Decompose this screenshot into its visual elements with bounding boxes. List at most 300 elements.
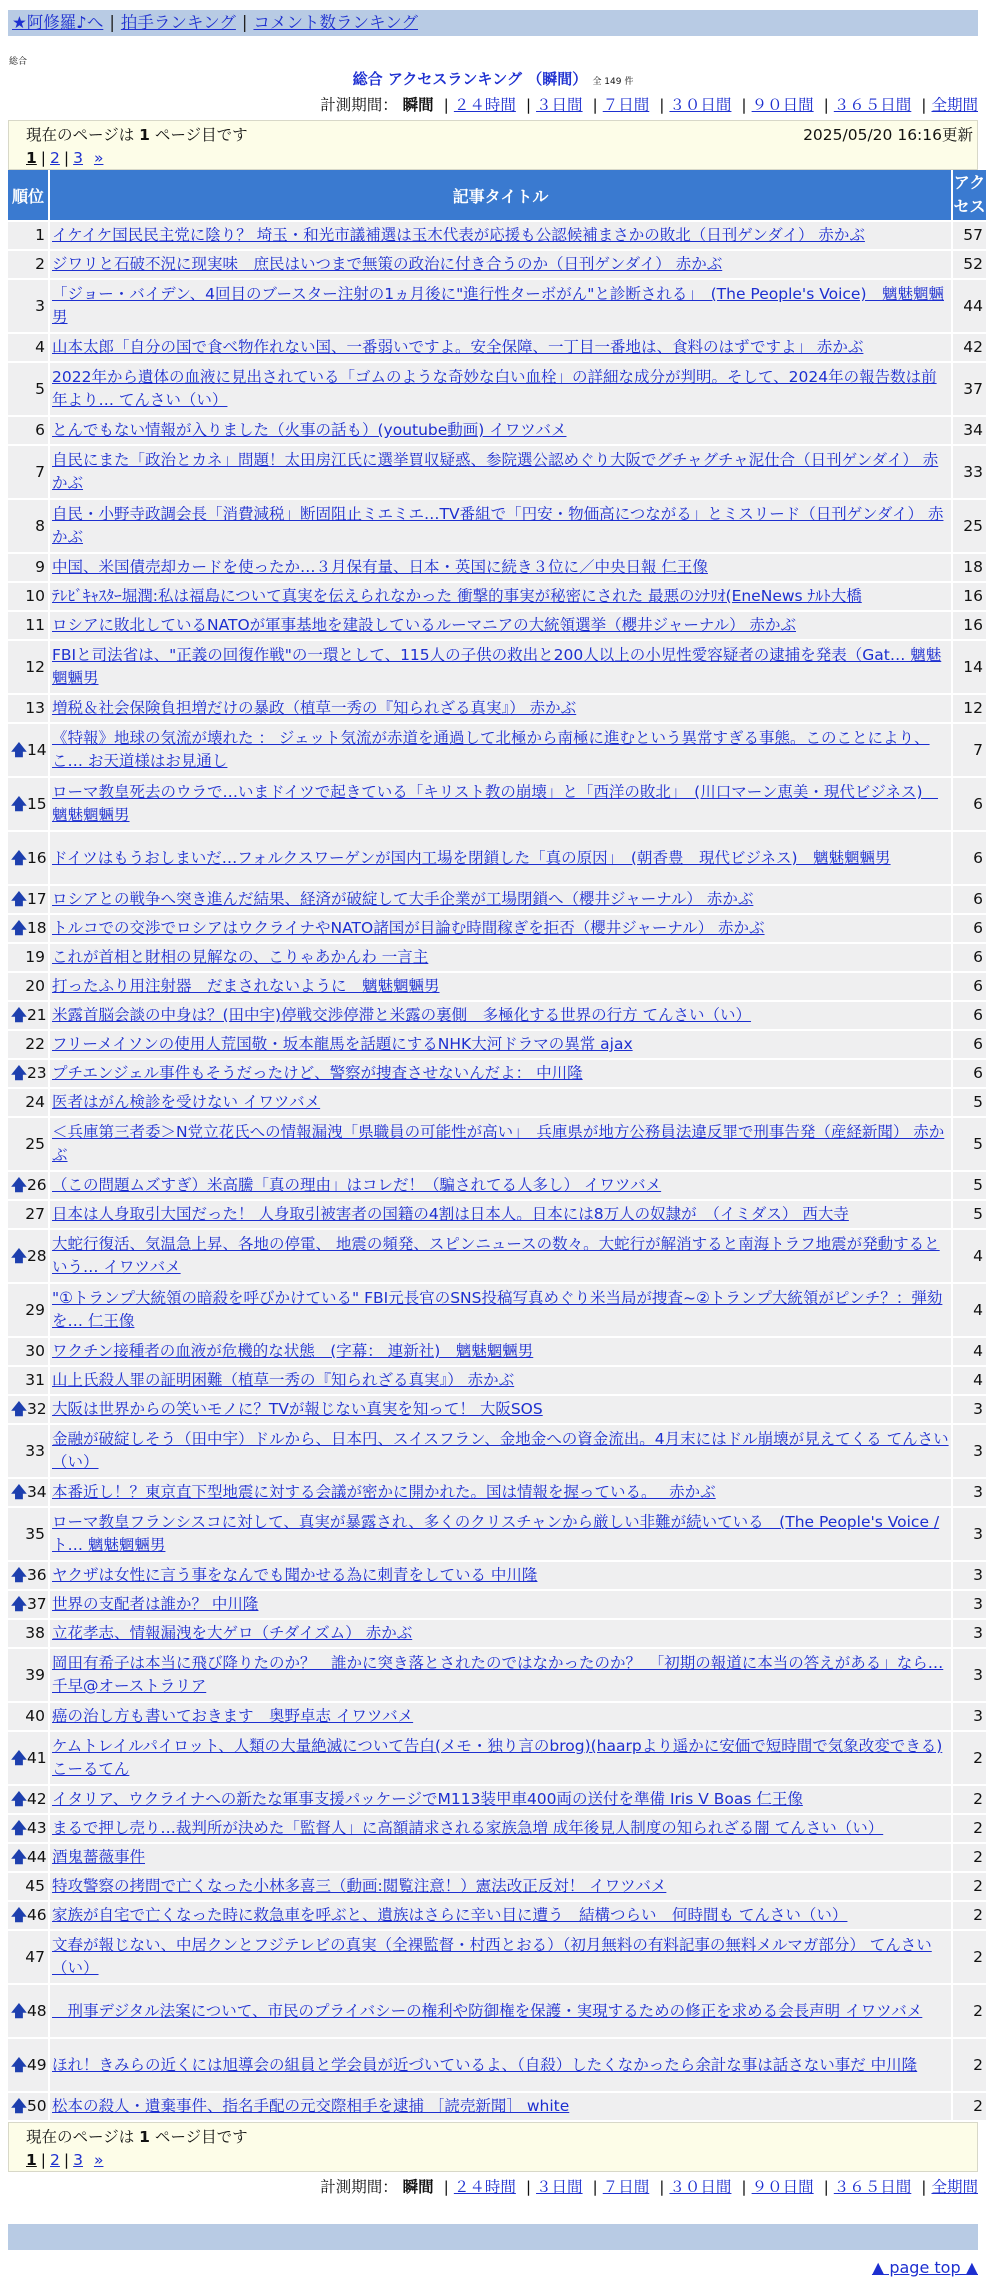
- table-row: [8, 1902, 986, 1929]
- period-selector-top: 計測期間： 瞬間 | ２４時間 | ３日間 | ７日間 | ３０日間 | ９０日間 | ３６５日間 | 全期間: [320, 96, 978, 114]
- table-row: [8, 1562, 986, 1589]
- rank-number: 45: [25, 1877, 45, 1895]
- ranking-title-text: 総合 アクセスランキング （瞬間）: [352, 70, 588, 88]
- table-row: [8, 446, 986, 498]
- access-count: 2: [953, 1732, 986, 1784]
- title-cell: [50, 641, 951, 693]
- rank-cell: [8, 973, 48, 1000]
- access-count: 2: [953, 1815, 986, 1842]
- rank-number: 38: [25, 1624, 45, 1642]
- access-count: 6: [953, 778, 986, 830]
- rank-number: 50: [26, 2097, 47, 2115]
- rank-number: 21: [26, 1006, 47, 1024]
- rank-number: 41: [26, 1748, 47, 1767]
- article-link[interactable]: 文春が報じない、中居クンとフジテレビの真実（全裸監督・村西とおる）（初月無料の有料記事の無料メルマガ部分） てんさい（い）: [52, 1936, 932, 1977]
- rank-cell: [8, 724, 48, 776]
- period-90d[interactable]: ９０日間: [751, 96, 814, 114]
- rank-cell: [8, 446, 48, 498]
- period-7d[interactable]: ７日間: [602, 96, 650, 114]
- access-count: 25: [953, 500, 986, 552]
- access-count: 6: [953, 1060, 986, 1087]
- rank-cell: [8, 641, 48, 693]
- rank-cell: [8, 1060, 48, 1087]
- table-row: [8, 1425, 986, 1477]
- title-cell: [50, 583, 951, 610]
- title-cell: [50, 2039, 951, 2091]
- updated-timestamp: 2025/05/20 16:16更新: [803, 126, 973, 144]
- ranking-count: 全 149 件: [592, 77, 634, 87]
- access-count: 16: [953, 612, 986, 639]
- nav-link-applause-ranking[interactable]: 拍手ランキング: [120, 13, 236, 32]
- table-row: [8, 1508, 986, 1560]
- title-cell: [50, 417, 951, 444]
- table-row: [8, 1230, 986, 1282]
- access-count: 5: [953, 1089, 986, 1116]
- rank-cell: [8, 1002, 48, 1029]
- access-count: 4: [953, 1230, 986, 1282]
- rank-cell: [8, 1230, 48, 1282]
- category-label: 総合: [9, 57, 28, 67]
- article-link[interactable]: 米露首脳会談の中身は？(田中宇)停戦交渉停滞と米露の裏側 多極化する世界の行方 てんさい（い）: [52, 1006, 752, 1024]
- rank-number: 20: [25, 977, 45, 995]
- article-link[interactable]: 本番近し！？東京直下型地震に対する会議が密かに開かれた。国は情報を握っている。 赤かぶ: [52, 1483, 716, 1501]
- rank-up-arrow-icon: 🡅: [11, 794, 27, 813]
- title-cell: [50, 334, 951, 361]
- rank-up-arrow-icon: 🡅: [11, 1906, 27, 1924]
- period-current-bottom: 瞬間: [402, 2178, 434, 2196]
- title-cell: [50, 1002, 951, 1029]
- ranking-title: [0, 68, 986, 88]
- title-cell: [50, 1508, 951, 1560]
- rank-cell: [8, 1284, 48, 1336]
- access-count: 2: [953, 1931, 986, 1983]
- period-all[interactable]: 全期間: [931, 96, 978, 114]
- access-count: 3: [953, 1562, 986, 1589]
- rank-cell: [8, 1508, 48, 1560]
- table-row: [8, 554, 986, 581]
- article-link[interactable]: ケムトレイルパイロット、人類の大量絶滅について告白(メモ・独り言のbrog)(haarpより遥かに安価で短時間で気象改変できる) こーるてん: [52, 1737, 943, 1778]
- header-rank: 順位: [8, 170, 48, 220]
- access-count: 2: [953, 1873, 986, 1900]
- rank-number: 9: [35, 558, 45, 576]
- article-link[interactable]: まるで押し売り…裁判所が決めた「監督人」に高額請求される家族急増 成年後見人制度の知られざる闇 てんさい（い）: [52, 1819, 884, 1837]
- title-cell: [50, 915, 951, 942]
- title-cell: [50, 446, 951, 498]
- access-count: 34: [953, 417, 986, 444]
- title-cell: [50, 1649, 951, 1701]
- rank-number: 48: [26, 2001, 47, 2020]
- page-info-prefix-bottom: 現在のページは: [26, 2128, 135, 2146]
- title-cell: [50, 1172, 951, 1199]
- rank-cell: [8, 583, 48, 610]
- rank-cell: [8, 417, 48, 444]
- period-all-bottom[interactable]: 全期間: [931, 2178, 978, 2196]
- article-link[interactable]: ドイツはもうおしまいだ…フォルクスワーゲンが国内工場を閉鎖した「真の原因」 (朝香豊 現代ビジネス) 魑魅魍魎男: [52, 848, 891, 867]
- rank-cell: [8, 1703, 48, 1730]
- title-cell: [50, 724, 951, 776]
- title-cell: [50, 1425, 951, 1477]
- table-row: [8, 1118, 986, 1170]
- article-link[interactable]: フリーメイソンの使用人荒国敬・坂本龍馬を話題にするNHK大河ドラマの異常 ajax: [52, 1035, 633, 1053]
- title-cell: [50, 500, 951, 552]
- rank-number: 27: [25, 1205, 45, 1223]
- nav-link-asyura[interactable]: ★阿修羅♪へ: [12, 13, 104, 32]
- article-link[interactable]: 山本太郎「自分の国で食べ物作れない国、一番弱いですよ。安全保障、一丁目一番地は、食料のはずですよ」 赤かぶ: [52, 338, 864, 356]
- page-2-link-bottom[interactable]: 2: [50, 2151, 60, 2169]
- access-count: 5: [953, 1201, 986, 1228]
- page-1-current-bottom: 1: [26, 2151, 37, 2169]
- rank-cell: [8, 1118, 48, 1170]
- table-row: [8, 1620, 986, 1647]
- access-count: 4: [953, 1284, 986, 1336]
- table-row: [8, 915, 986, 942]
- table-row: [8, 1815, 986, 1842]
- rank-number: 22: [25, 1035, 45, 1053]
- rank-number: 10: [25, 587, 45, 605]
- article-link[interactable]: 家族が自宅で亡くなった時に救急車を呼ぶと、遺族はさらに辛い目に遭う 結構つらい 何時間も てんさい（い）: [52, 1906, 848, 1924]
- page-info-suffix-bottom: ページ目です: [154, 2128, 248, 2146]
- title-cell: [50, 1060, 951, 1087]
- access-count: 7: [953, 724, 986, 776]
- rank-up-arrow-icon: 🡅: [11, 848, 27, 867]
- rank-number: 14: [26, 740, 47, 759]
- article-link[interactable]: 増税＆社会保険負担増だけの暴政（植草一秀の『知られざる真実』） 赤かぶ: [52, 699, 577, 717]
- article-link[interactable]: イタリア、ウクライナへの新たな軍事支援パッケージでM113装甲車400両の送付を準備 Iris V Boas 仁王像: [52, 1790, 803, 1808]
- title-cell: [50, 2093, 951, 2120]
- article-link[interactable]: イケイケ国民民主党に陰り？ 埼玉・和光市議補選は玉木代表が応援も公認候補まさかの敗北（日刊ゲンダイ） 赤かぶ: [52, 226, 865, 244]
- table-row: [8, 1089, 986, 1116]
- rank-cell: [8, 334, 48, 361]
- rank-number: 39: [25, 1665, 45, 1684]
- rank-number: 31: [25, 1371, 45, 1389]
- article-link[interactable]: 2022年から遺体の血液に見出されている「ゴムのような奇妙な白い血栓」の詳細な成分が判明。そして、2024年の報告数は前年より… てんさい（い）: [52, 368, 937, 409]
- access-count: 2: [953, 2039, 986, 2091]
- rank-cell: [8, 1732, 48, 1784]
- table-row: [8, 1649, 986, 1701]
- table-row: [8, 1732, 986, 1784]
- rank-cell: [8, 695, 48, 722]
- table-row: [8, 222, 986, 249]
- article-link[interactable]: 日本は人身取引大国だった！ 人身取引被害者の国籍の4割は日本人。日本には8万人の奴隷が （イミダス） 西大寺: [52, 1205, 849, 1223]
- article-link[interactable]: 立花孝志、情報漏洩を大ゲロ（チダイズム） 赤かぶ: [52, 1624, 413, 1642]
- rank-cell: [8, 251, 48, 278]
- rank-up-arrow-icon: 🡅: [11, 2001, 27, 2020]
- rank-number: 24: [25, 1093, 45, 1111]
- table-row: [8, 1703, 986, 1730]
- article-link[interactable]: プチエンジェル事件もそうだったけど、警察が捜査させないんだよ： 中川隆: [52, 1064, 583, 1082]
- title-cell: [50, 1338, 951, 1365]
- article-link[interactable]: ジワリと石破不況に现実味 庶民はいつまで無策の政治に付き合うのか（日刊ゲンダイ） 赤かぶ: [52, 255, 723, 273]
- table-row: [8, 1985, 986, 2037]
- top-nav-bar: ★阿修羅♪へ | 拍手ランキング | コメント数ランキング: [8, 10, 978, 36]
- article-link[interactable]: 大蛇行復活、気温急上昇、各地の停電、 地震の頻発、スピンニュースの数々。大蛇行が解消すると南海トラフ地震が発動するという… イワツバメ: [52, 1235, 940, 1276]
- table-row: [8, 778, 986, 830]
- next-page-link-bottom[interactable]: »: [93, 2151, 104, 2169]
- article-link[interactable]: ローマ教皇死去のウラで…いまドイツで起きている「キリスト教の崩壊」と「西洋の敗北」 (川口マーン恵美・現代ビジネス) 魑魅魍魎男: [52, 783, 939, 824]
- title-cell: [50, 1479, 951, 1506]
- rank-number: 25: [25, 1134, 45, 1153]
- table-row: [8, 1873, 986, 1900]
- rank-up-arrow-icon: 🡅: [11, 1566, 27, 1584]
- rank-number: 46: [26, 1906, 47, 1924]
- article-link[interactable]: 中国、米国債売却カードを使ったか…３月保有量、日本・英国に続き３位に／中央日報 仁王像: [52, 558, 708, 576]
- rank-number: 43: [26, 1819, 47, 1837]
- title-cell: [50, 1815, 951, 1842]
- access-count: 5: [953, 1118, 986, 1170]
- title-cell: [50, 886, 951, 913]
- page-2-link[interactable]: 2: [50, 149, 60, 167]
- rank-cell: [8, 1902, 48, 1929]
- rank-up-arrow-icon: 🡅: [11, 740, 27, 759]
- period-24h[interactable]: ２４時間: [453, 96, 516, 114]
- access-count: 44: [953, 280, 986, 332]
- article-link[interactable]: 自民にまた「政治とカネ」問題！太田房江氏に選挙買収疑惑、参院選公認めぐり大阪でグチャグチャ泥仕合（日刊ゲンダイ） 赤かぶ: [52, 451, 939, 492]
- table-row: [8, 2039, 986, 2091]
- article-link[interactable]: ロシアに敗北しているNATOが軍事基地を建設しているルーマニアの大統領選挙（櫻井ジャーナル） 赤かぶ: [52, 616, 797, 634]
- title-cell: [50, 1703, 951, 1730]
- access-count: 3: [953, 1425, 986, 1477]
- table-row: [8, 1002, 986, 1029]
- article-link[interactable]: ヤクザは女性に言う事をなんでも聞かせる為に刺青をしている 中川隆: [52, 1566, 538, 1584]
- page-info-current-bottom: 1: [139, 2128, 150, 2146]
- rank-cell: [8, 915, 48, 942]
- page-info-suffix: ページ目です: [154, 126, 248, 144]
- article-link[interactable]: ほれ！きみらの近くには旭導会の組員と学会員が近づいているよ、（自殺）したくなかったら余計な事は話さない事だ 中川隆: [52, 2055, 918, 2074]
- article-link[interactable]: 癌の治し方も書いておきます 奥野卓志 イワツバメ: [52, 1707, 414, 1725]
- title-cell: [50, 1620, 951, 1647]
- title-cell: [50, 1396, 951, 1423]
- rank-cell: [8, 363, 48, 415]
- period-7d-bottom[interactable]: ７日間: [602, 2178, 650, 2196]
- article-link[interactable]: これが首相と財相の見解なの、こりゃあかんわ 一言主: [52, 948, 429, 966]
- article-link[interactable]: 《特報》地球の気流が壊れた ： ジェット気流が赤道を通過して北極から南極に進むという異常すぎる事態。このことにより、こ… お天道様はお見通し: [52, 729, 930, 770]
- access-count: 2: [953, 2093, 986, 2120]
- rank-cell: [8, 1873, 48, 1900]
- rank-number: 15: [26, 794, 47, 813]
- title-cell: [50, 280, 951, 332]
- period-365d[interactable]: ３６５日間: [833, 96, 912, 114]
- period-3d-bottom[interactable]: ３日間: [536, 2178, 583, 2196]
- rank-number: 8: [35, 516, 45, 535]
- access-count: 42: [953, 334, 986, 361]
- rank-number: 42: [26, 1790, 47, 1808]
- table-row: [8, 1201, 986, 1228]
- article-link[interactable]: FBIと司法省は、"正義の回復作戦"の一環として、115人の子供の救出と200人以上の小児性愛容疑者の逮捕を発表（Gat… 魑魅魍魎男: [52, 646, 942, 687]
- access-count: 6: [953, 973, 986, 1000]
- rank-up-arrow-icon: 🡅: [11, 890, 27, 908]
- access-count: 2: [953, 1985, 986, 2037]
- rank-cell: [8, 554, 48, 581]
- rank-number: 7: [35, 462, 45, 481]
- article-link[interactable]: 大阪は世界からの笑いモノに？TVが報じない真実を知って！ 大阪SOS: [52, 1400, 543, 1418]
- access-count: 4: [953, 1367, 986, 1394]
- table-row: [8, 1338, 986, 1365]
- article-link[interactable]: とんでもない情報が入りました（火事の話も）(youtube動画) イワツバメ: [52, 421, 567, 439]
- rank-number: 2: [35, 255, 45, 273]
- rank-number: 16: [26, 848, 47, 867]
- rank-cell: [8, 1089, 48, 1116]
- title-cell: [50, 1201, 951, 1228]
- article-link[interactable]: 打ったふり用注射器 だまされないように 魑魅魍魎男: [52, 977, 440, 995]
- table-row: [8, 1031, 986, 1058]
- rank-cell: [8, 944, 48, 971]
- article-link[interactable]: 特攻警察の拷問で亡くなった小林多喜三（動画:閲覧注意！）憲法改正反対！ イワツバメ: [52, 1877, 667, 1895]
- access-count: 6: [953, 1031, 986, 1058]
- article-link[interactable]: ＜兵庫第三者委＞N党立花氏への情報漏洩「県職員の可能性が高い」 兵庫県が地方公務員法違反罪で刑事告発（産経新聞） 赤かぶ: [52, 1123, 945, 1164]
- table-row: [8, 280, 986, 332]
- article-link[interactable]: ワクチン接種者の血液が危機的な状態 (字幕： 連新社) 魑魅魍魎男: [52, 1342, 534, 1360]
- article-link[interactable]: 刑事デジタル法案について、市民のプライバシーの権利や防御権を保護・実現するための修正を求める会長声明 イワツバメ: [52, 2001, 923, 2020]
- next-page-link[interactable]: »: [93, 149, 104, 167]
- bottom-bar: [8, 2224, 978, 2250]
- article-link[interactable]: 松本の殺人・遺棄事件、指名手配の元交際相手を逮捕 ［読売新聞］ white: [52, 2097, 570, 2115]
- rank-up-arrow-icon: 🡅: [11, 1064, 27, 1082]
- rank-up-arrow-icon: 🡅: [11, 1790, 27, 1808]
- rank-up-arrow-icon: 🡅: [11, 1748, 27, 1767]
- article-link[interactable]: トルコでの交渉でロシアはウクライナやNATO諸国が目論む時間稼ぎを拒否（櫻井ジャーナル） 赤かぶ: [52, 919, 765, 937]
- rank-number: 36: [26, 1566, 47, 1584]
- title-cell: [50, 1844, 951, 1871]
- title-cell: [50, 1089, 951, 1116]
- access-count: 5: [953, 1172, 986, 1199]
- article-link[interactable]: ローマ教皇フランシスコに対して、真実が暴露され、多くのクリスチャンから厳しい非難が続いている (The People's Voice / ト… 魑魅魍魎男: [52, 1513, 940, 1554]
- access-count: 6: [953, 915, 986, 942]
- table-row: [8, 1479, 986, 1506]
- nav-link-comment-ranking[interactable]: コメント数ランキング: [253, 13, 418, 32]
- rank-cell: [8, 886, 48, 913]
- access-count: 3: [953, 1479, 986, 1506]
- title-cell: [50, 973, 951, 1000]
- access-count: 2: [953, 1844, 986, 1871]
- access-count: 57: [953, 222, 986, 249]
- rank-up-arrow-icon: 🡅: [11, 1006, 27, 1024]
- page-info-top: [8, 120, 978, 170]
- access-count: 18: [953, 554, 986, 581]
- access-count: 52: [953, 251, 986, 278]
- ranking-table-body: [8, 222, 986, 2120]
- access-count: 33: [953, 446, 986, 498]
- rank-up-arrow-icon: 🡅: [11, 1848, 27, 1866]
- table-row: [8, 695, 986, 722]
- period-24h-bottom[interactable]: ２４時間: [453, 2178, 516, 2196]
- period-label-bottom: 計測期間：: [320, 2178, 398, 2196]
- page-3-link-bottom[interactable]: 3: [73, 2151, 84, 2169]
- title-cell: [50, 832, 951, 884]
- title-cell: [50, 1591, 951, 1618]
- page-top-link[interactable]: ▲ page top ▲: [871, 2258, 978, 2277]
- title-cell: [50, 1786, 951, 1813]
- title-cell: [50, 1985, 951, 2037]
- rank-cell: [8, 1425, 48, 1477]
- rank-cell: [8, 1172, 48, 1199]
- header-title: 記事タイトル: [50, 170, 951, 220]
- table-row: [8, 1284, 986, 1336]
- article-link[interactable]: ﾃﾚﾋﾞｷｬｽﾀｰ堀潤:私は福島について真実を伝えられなかった 衝撃的事実が秘密にされた 最悪のｼﾅﾘｵ(EneNews ﾅﾙﾄ大橋: [52, 587, 862, 605]
- period-365d-bottom[interactable]: ３６５日間: [833, 2178, 912, 2196]
- table-row: [8, 500, 986, 552]
- page-3-link[interactable]: 3: [73, 149, 84, 167]
- header-access: アクセス: [953, 170, 986, 220]
- rank-number: 23: [26, 1064, 47, 1082]
- table-row: [8, 417, 986, 444]
- article-link[interactable]: 自民・小野寺政調会長「消費減税」断固阻止ミエミエ…TV番組で「円安・物価高につながる」とミスリード（日刊ゲンダイ） 赤かぶ: [52, 505, 944, 546]
- title-cell: [50, 1284, 951, 1336]
- title-cell: [50, 612, 951, 639]
- rank-number: 44: [26, 1848, 47, 1866]
- rank-up-arrow-icon: 🡅: [11, 1400, 27, 1418]
- title-cell: [50, 1902, 951, 1929]
- rank-number: 40: [25, 1707, 45, 1725]
- title-cell: [50, 1118, 951, 1170]
- article-link[interactable]: 世界の支配者は誰か？ 中川隆: [52, 1595, 259, 1613]
- rank-number: 29: [25, 1300, 45, 1319]
- rank-cell: [8, 1844, 48, 1871]
- access-count: 3: [953, 1620, 986, 1647]
- period-current: 瞬間: [402, 96, 434, 114]
- table-row: [8, 334, 986, 361]
- rank-up-arrow-icon: 🡅: [11, 1595, 27, 1613]
- period-30d-bottom[interactable]: ３０日間: [669, 2178, 732, 2196]
- period-90d-bottom[interactable]: ９０日間: [751, 2178, 814, 2196]
- article-link[interactable]: 金融が破綻しそう（田中宇）ドルから、日本円、スイスフラン、金地金への資金流出。4月末にはドル崩壊が見えてくる てんさい（い）: [52, 1430, 949, 1471]
- article-link[interactable]: ロシアとの戦争へ突き進んだ結果、経済が破綻して大手企業が工場閉鎖へ（櫻井ジャーナル） 赤かぶ: [52, 890, 754, 908]
- title-cell: [50, 1873, 951, 1900]
- rank-up-arrow-icon: 🡅: [11, 1176, 27, 1194]
- table-row: [8, 1060, 986, 1087]
- rank-number: 19: [25, 948, 45, 966]
- title-cell: [50, 251, 951, 278]
- access-count: 3: [953, 1396, 986, 1423]
- period-selector-bottom: 計測期間： 瞬間 | ２４時間 | ３日間 | ７日間 | ３０日間 | ９０日間 | ３６５日間 | 全期間: [320, 2178, 978, 2196]
- article-link[interactable]: "①トランプ大統領の暗殺を呼びかけている" FBI元長官のSNS投稿写真めぐり米当局が捜査~②トランプ大統領がピンチ？：弾劾を… 仁王像: [52, 1289, 943, 1330]
- rank-cell: [8, 1649, 48, 1701]
- rank-cell: [8, 2039, 48, 2091]
- rank-up-arrow-icon: 🡅: [11, 1819, 27, 1837]
- table-row: [8, 1591, 986, 1618]
- rank-cell: [8, 1620, 48, 1647]
- period-30d[interactable]: ３０日間: [669, 96, 732, 114]
- page-info-current: 1: [139, 126, 150, 144]
- access-count: 12: [953, 695, 986, 722]
- rank-number: 37: [26, 1595, 47, 1613]
- article-link[interactable]: 岡田有希子は本当に飛び降りたのか？ 誰かに突き落とされたのではなかったのか？ 「初期の報道に本当の答えがある」なら… 千早@オーストラリア: [52, 1654, 944, 1695]
- table-row: [8, 612, 986, 639]
- period-3d[interactable]: ３日間: [536, 96, 583, 114]
- table-row: [8, 1172, 986, 1199]
- access-count: 14: [953, 641, 986, 693]
- table-row: [8, 251, 986, 278]
- article-link[interactable]: 酒鬼薔薇事件: [52, 1848, 146, 1866]
- rank-cell: [8, 1815, 48, 1842]
- rank-cell: [8, 2093, 48, 2120]
- rank-up-arrow-icon: 🡅: [11, 1246, 27, 1265]
- access-count: 2: [953, 1786, 986, 1813]
- rank-number: 34: [26, 1483, 47, 1501]
- rank-cell: [8, 778, 48, 830]
- article-link[interactable]: 山上氏殺人罪の証明困難（植草一秀の『知られざる真実』） 赤かぶ: [52, 1371, 515, 1389]
- article-link[interactable]: 「ジョー・バイデン、4回目のブースター注射の1ヵ月後に"進行性ターボがん"と診断される」 (The People's Voice) 魑魅魍魎男: [52, 285, 944, 326]
- rank-cell: [8, 1031, 48, 1058]
- rank-number: 4: [35, 338, 45, 356]
- table-row: [8, 1786, 986, 1813]
- rank-number: 13: [25, 699, 45, 717]
- title-cell: [50, 1230, 951, 1282]
- article-link[interactable]: （この問題ムズすぎ）米高騰「真の理由」はコレだ！（騙されてる人多し） イワツバメ: [52, 1176, 662, 1194]
- article-link[interactable]: 医者はがん検診を受けない イワツバメ: [52, 1093, 321, 1111]
- rank-up-arrow-icon: 🡅: [11, 2055, 27, 2074]
- rank-cell: [8, 1562, 48, 1589]
- title-cell: [50, 944, 951, 971]
